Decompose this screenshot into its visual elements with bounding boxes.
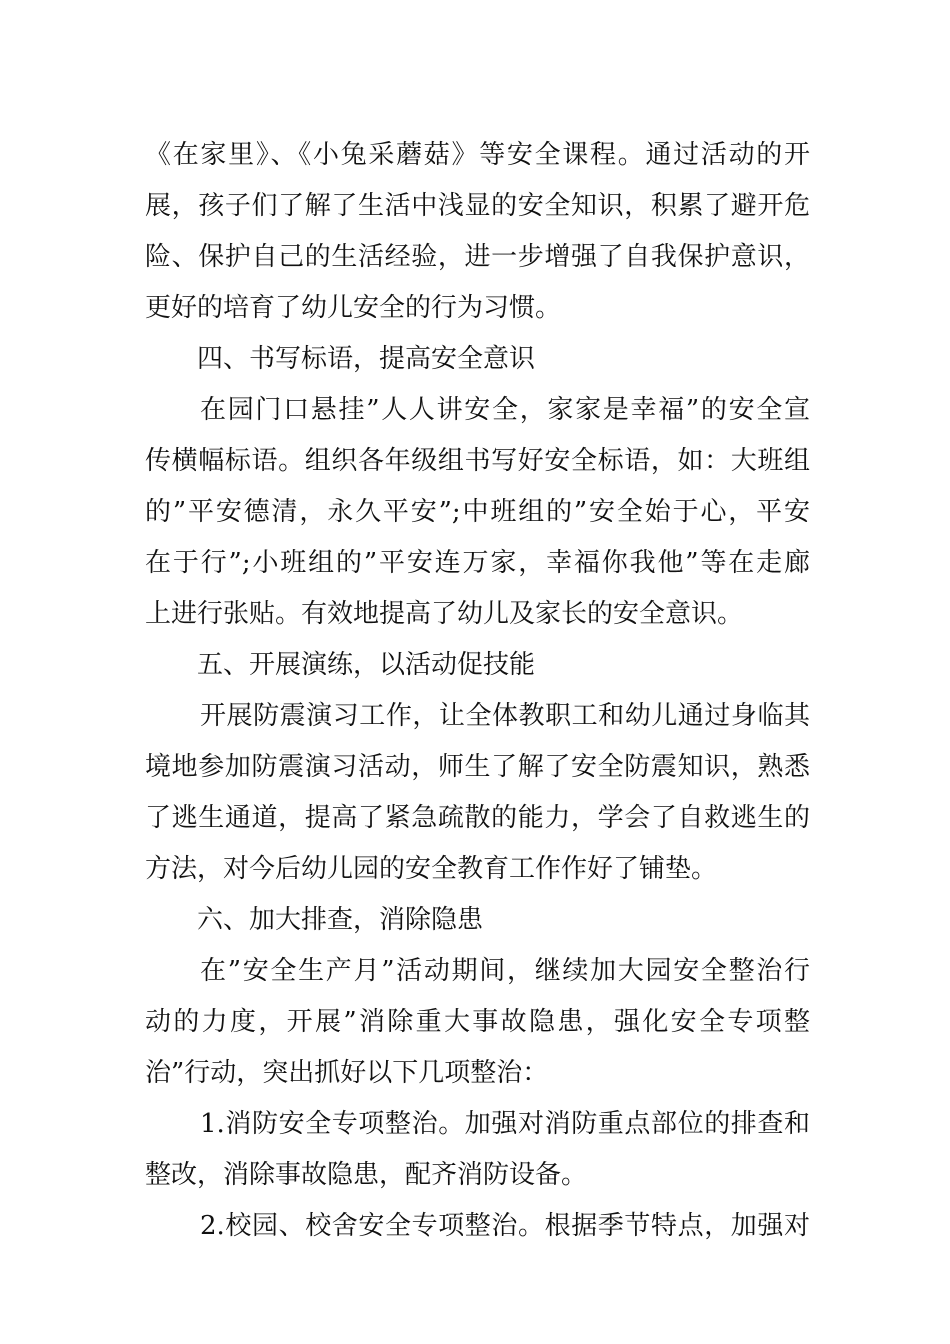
text-line: 《在家里》、《小兔采蘑菇》等安全课程。通过活动的开 — [145, 140, 810, 170]
text-line: 动的力度，开展”消除重大事故隐患，强化安全专项整 — [145, 1007, 810, 1037]
text-line: 上进行张贴。有效地提高了幼儿及家长的安全意识。 — [145, 599, 744, 629]
text-line: 治”行动，突出抓好以下几项整治： — [145, 1058, 549, 1088]
section-heading: 五、开展演练，以活动促技能 — [197, 650, 536, 680]
text-line: 2.校园、校舍安全专项整治。根据季节特点，加强对 — [200, 1211, 810, 1241]
text-line: 在园门口悬挂”人人讲安全，家家是幸福”的安全宣 — [200, 395, 810, 425]
text-line: 展，孩子们了解了生活中浅显的安全知识，积累了避开危 — [145, 191, 810, 221]
text-line: 境地参加防震演习活动，师生了解了安全防震知识，熟悉 — [145, 752, 810, 782]
text-line: 险、保护自己的生活经验，进一步增强了自我保护意识， — [145, 242, 810, 272]
text-line: 在于行”;小班组的”平安连万家，幸福你我他”等在走廊 — [145, 548, 810, 578]
section-heading: 六、加大排查，消除隐患 — [197, 905, 484, 935]
text-line: 1.消防安全专项整治。加强对消防重点部位的排查和 — [200, 1109, 810, 1139]
text-line: 在”安全生产月”活动期间，继续加大园安全整治行 — [200, 956, 810, 986]
text-line: 了逃生通道，提高了紧急疏散的能力，学会了自救逃生的 — [145, 803, 810, 833]
text-line: 开展防震演习工作，让全体教职工和幼儿通过身临其 — [200, 701, 810, 731]
text-line: 传横幅标语。组织各年级组书写好安全标语，如：大班组 — [145, 446, 810, 476]
text-line: 更好的培育了幼儿安全的行为习惯。 — [145, 293, 562, 323]
document-body — [145, 130, 810, 1252]
text-line: 的”平安德清，永久平安”;中班组的”安全始于心，平安 — [145, 497, 810, 527]
text-line: 方法，对今后幼儿园的安全教育工作作好了铺垫。 — [145, 854, 718, 884]
text-line: 整改，消除事故隐患，配齐消防设备。 — [145, 1160, 588, 1190]
section-heading: 四、书写标语，提高安全意识 — [197, 344, 536, 374]
